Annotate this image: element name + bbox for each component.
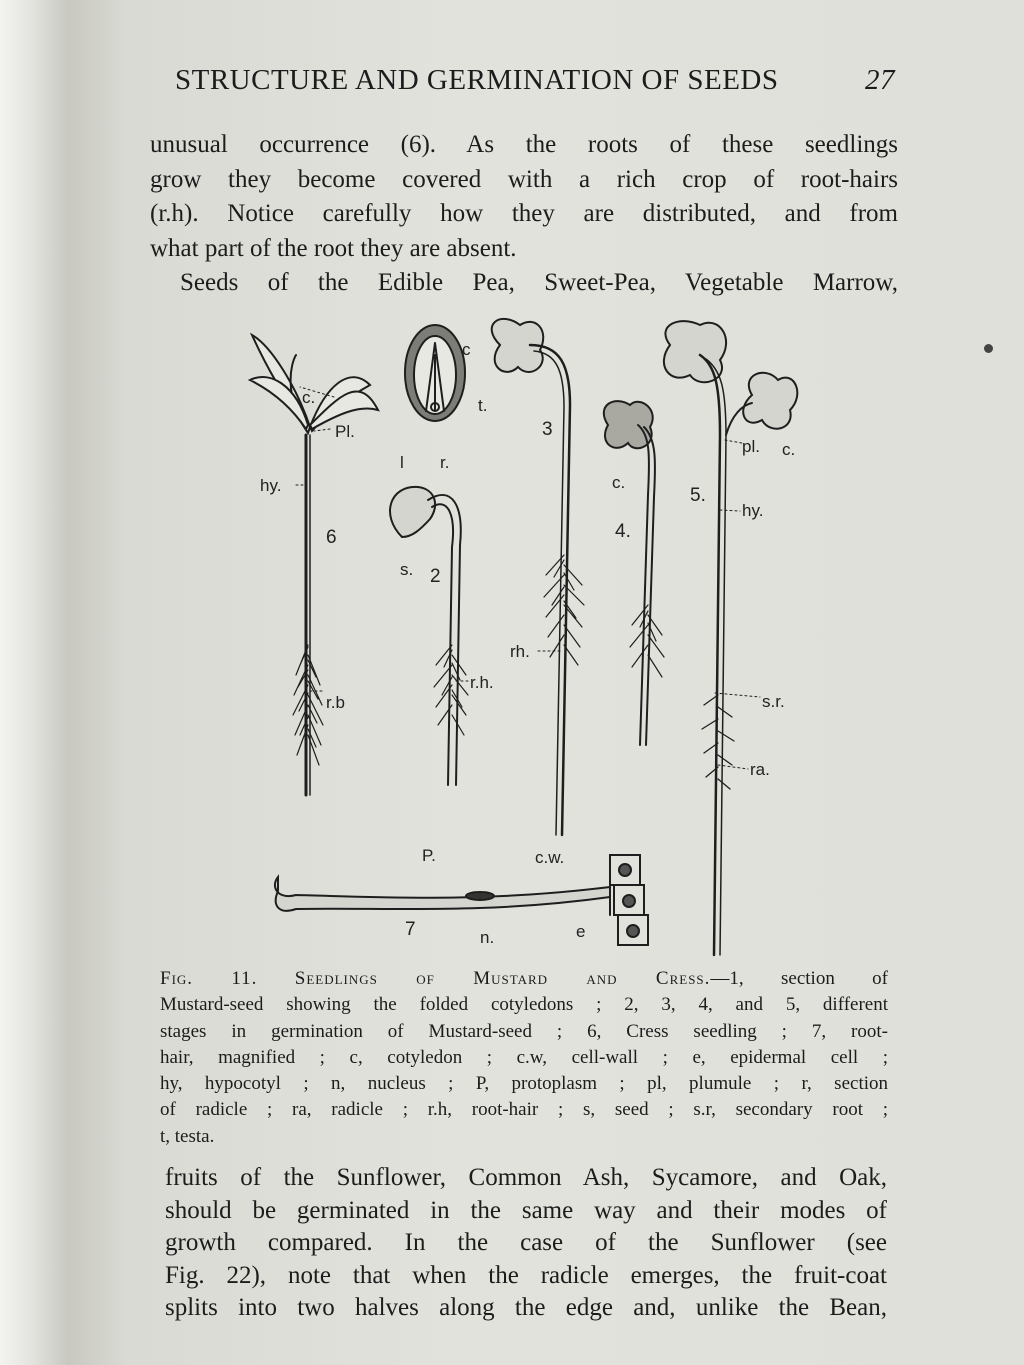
- label-pl5: pl.: [742, 437, 760, 456]
- label-rh2: r.h.: [470, 673, 494, 692]
- mustard-seedling-4: [604, 401, 664, 745]
- text-line: Seeds of the Edible Pea, Sweet-Pea, Vegetable Marrow,: [180, 269, 898, 296]
- label-P: P.: [422, 846, 436, 865]
- mustard-seedling-2: [390, 487, 468, 785]
- text-line: should be germinated in the same way and their modes of: [165, 1196, 887, 1224]
- paragraph-bottom: [165, 1162, 887, 1325]
- label-ra: ra.: [750, 760, 770, 779]
- label-pl: Pl.: [335, 422, 355, 441]
- label-four: 4.: [615, 521, 631, 542]
- caption-line: [160, 966, 888, 992]
- caption-line: hy, hypocotyl ; n, nucleus ; P, protoplasm ; pl, plumule ; r, section: [160, 1073, 888, 1095]
- caption-line: stages in germination of Mustard-seed ; 6, Cress seedling ; 7, root-: [160, 1020, 888, 1042]
- seedling-figure: [230, 315, 830, 965]
- mustard-seedling-3: [492, 319, 584, 835]
- running-head-title: STRUCTURE AND GERMINATION OF SEEDS: [175, 64, 779, 96]
- label-rh3: rh.: [510, 642, 530, 661]
- caption-title: Seedlings of Mustard and Cress.: [294, 968, 711, 989]
- caption-line: hair, magnified ; c, cotyledon ; c.w, cell-wall ; e, epidermal cell ;: [160, 1046, 888, 1068]
- text-line: unusual occurrence (6). As the roots of these seedlings: [150, 131, 898, 158]
- page-number: 27: [865, 64, 895, 96]
- seed-section-1: [405, 325, 465, 421]
- caption-line: Mustard-seed showing the folded cotyledons ; 2, 3, 4, and 5, different: [160, 994, 888, 1016]
- label-n: n.: [480, 928, 495, 947]
- text-line: splits into two halves along the edge and, unlike the Bean,: [165, 1294, 887, 1321]
- label-t: t.: [478, 396, 488, 415]
- root-hair-7: [275, 855, 648, 945]
- label-two: 2: [430, 566, 441, 587]
- text-line: growth compared. In the case of the Sunflower (see: [165, 1229, 887, 1256]
- label-e: e: [576, 922, 586, 941]
- seedling-illustration: [230, 315, 830, 965]
- label-rb: r.b: [326, 693, 345, 712]
- book-spine-gutter: [0, 0, 70, 1365]
- running-head: [175, 64, 895, 97]
- label-one: l: [400, 453, 404, 472]
- label-sr: s.r.: [762, 692, 785, 711]
- text-line: Fig. 22), note that when the radicle emerges, the fruit-coat: [165, 1261, 887, 1289]
- label-c4: c.: [612, 473, 626, 492]
- caption-line: of radicle ; ra, radicle ; r.h, root-hair ; s, seed ; s.r, secondary root ;: [160, 1099, 888, 1121]
- label-c: c.: [302, 388, 316, 407]
- text-line: what part of the root they are absent.: [150, 234, 517, 262]
- figure-caption: [160, 966, 888, 1150]
- label-hy: hy.: [260, 476, 282, 495]
- label-cw: c.w.: [535, 848, 565, 867]
- label-three: 3: [542, 419, 553, 440]
- label-hy5: hy.: [742, 501, 764, 520]
- paper-speck: [984, 344, 993, 353]
- caption-line-text: —1, section of: [710, 968, 888, 989]
- label-five: 5.: [690, 485, 706, 506]
- text-line: fruits of the Sunflower, Common Ash, Sycamore, and Oak,: [165, 1164, 887, 1191]
- caption-line: t, testa.: [160, 1125, 215, 1147]
- text-line: grow they become covered with a rich crop of root-hairs: [150, 165, 898, 193]
- paragraph-top: [150, 128, 898, 301]
- label-seven: 7: [405, 919, 416, 940]
- label-s: s.: [400, 560, 414, 579]
- mustard-seedling-5: [664, 321, 797, 955]
- caption-fig-no: Fig. 11.: [160, 968, 258, 989]
- label-six: 6: [326, 527, 337, 548]
- label-c-small: c: [462, 340, 471, 359]
- text-line: (r.h). Notice carefully how they are distributed, and from: [150, 200, 898, 227]
- label-c5: c.: [782, 440, 796, 459]
- label-r: r.: [440, 453, 450, 472]
